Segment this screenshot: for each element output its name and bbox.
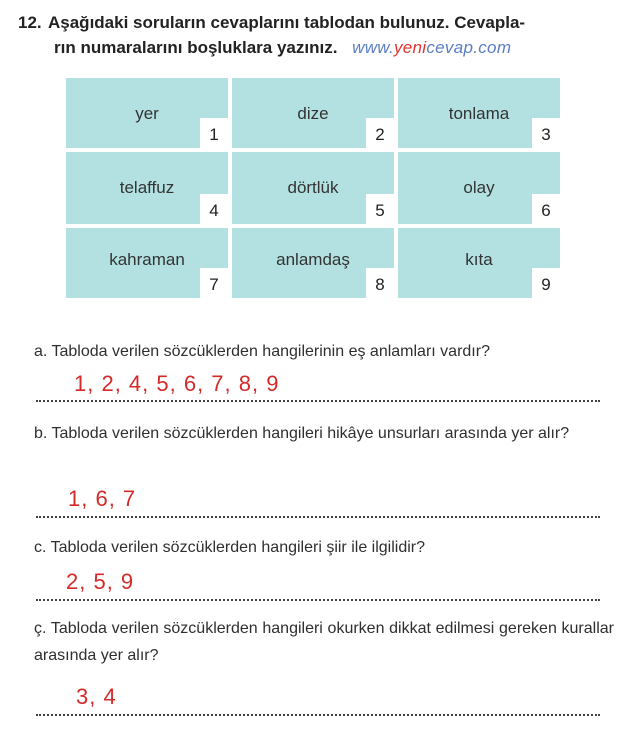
word-table xyxy=(66,78,560,298)
question-c-cedilla: ç. Tabloda verilen sözcüklerden hangileri okurken dikkat edilmesi gereken kurallar arasında yer alır? xyxy=(34,620,614,664)
heading-line-1 xyxy=(18,10,628,35)
table-cell xyxy=(398,228,560,298)
cell-number: 7 xyxy=(200,268,228,298)
watermark-part-c: cevap.com xyxy=(426,38,512,57)
cell-word: yer xyxy=(135,104,159,123)
answer-b: 1, 6, 7 xyxy=(68,486,137,511)
cell-word: tonlama xyxy=(448,104,510,123)
question-c: c. Tabloda verilen sözcüklerden hangileri şiir ile ilgilidir? xyxy=(34,539,426,556)
heading-text-1: Aşağıdaki soruların cevaplarını tablodan bulunuz. Cevapla- xyxy=(48,13,526,32)
answer-line-c-cedilla xyxy=(36,714,600,716)
exercise-number: 12. xyxy=(18,13,42,32)
cell-word: kahraman xyxy=(109,250,185,269)
cell-number: 9 xyxy=(532,268,560,298)
question-b: b. Tabloda verilen sözcüklerden hangileri hikâye unsurları arasında yer alır? xyxy=(34,425,570,442)
question-a: a. Tabloda verilen sözcüklerden hangilerinin eş anlamları vardır? xyxy=(34,343,490,360)
answer-c-cedilla: 3, 4 xyxy=(76,684,117,709)
cell-number: 3 xyxy=(532,118,560,148)
cell-word: olay xyxy=(463,178,495,197)
exercise-heading xyxy=(18,10,628,60)
cell-number: 5 xyxy=(366,194,394,224)
heading-line-2 xyxy=(18,35,628,60)
answer-line-c xyxy=(36,599,600,601)
table-cell xyxy=(66,152,228,224)
table-cell xyxy=(398,78,560,148)
cell-word: telaffuz xyxy=(119,178,175,197)
watermark-part-b: yeni xyxy=(393,38,427,57)
cell-number: 2 xyxy=(366,118,394,148)
watermark-part-a: www. xyxy=(352,38,394,57)
table-cell xyxy=(232,78,394,148)
answer-line-b xyxy=(36,516,600,518)
cell-number: 4 xyxy=(200,194,228,224)
table-cell xyxy=(66,228,228,298)
cell-word: anlamdaş xyxy=(276,250,350,269)
table-cell xyxy=(232,152,394,224)
cell-word: dörtlük xyxy=(287,178,339,197)
heading-text-2: rın numaralarını boşluklara yazınız. xyxy=(54,38,338,57)
cell-number: 1 xyxy=(200,118,228,148)
watermark xyxy=(352,38,511,57)
cell-word: kıta xyxy=(465,250,493,269)
cell-number: 6 xyxy=(532,194,560,224)
cell-word: dize xyxy=(297,104,329,123)
answer-a: 1, 2, 4, 5, 6, 7, 8, 9 xyxy=(74,371,280,396)
answer-c: 2, 5, 9 xyxy=(66,569,135,594)
cell-number: 8 xyxy=(366,268,394,298)
table-cell xyxy=(66,78,228,148)
table-cell xyxy=(398,152,560,224)
table-cell xyxy=(232,228,394,298)
answer-line-a xyxy=(36,400,600,402)
